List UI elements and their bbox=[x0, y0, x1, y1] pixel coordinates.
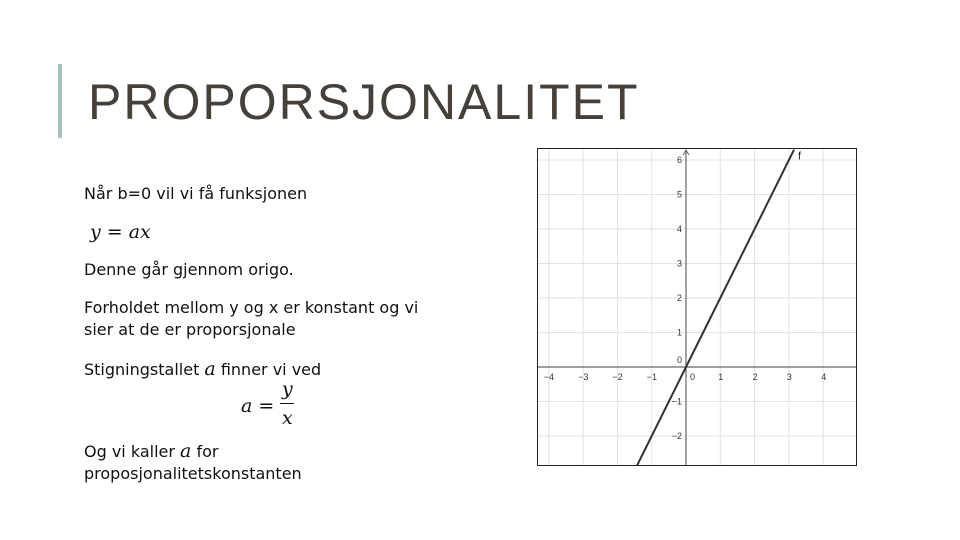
svg-text:5: 5 bbox=[676, 189, 682, 200]
text-line-when-b-zero: Når b=0 vil vi få funksjonen bbox=[84, 184, 308, 203]
axes bbox=[538, 150, 856, 465]
svg-text:−1: −1 bbox=[671, 396, 682, 407]
text-slope-post: finner vi ved bbox=[215, 360, 322, 379]
text-slope-pre: Stigningstallet bbox=[84, 360, 205, 379]
svg-text:0: 0 bbox=[690, 372, 696, 382]
formula-numerator: y bbox=[282, 378, 293, 400]
line-label-f: f bbox=[798, 150, 802, 163]
text-call-pre: Og vi kaller bbox=[84, 442, 181, 461]
svg-text:−4: −4 bbox=[543, 372, 555, 382]
svg-text:−1: −1 bbox=[646, 372, 657, 382]
svg-text:3: 3 bbox=[786, 372, 792, 382]
text-line-proportional: sier at de er proporsjonale bbox=[84, 320, 296, 339]
function-graph bbox=[537, 148, 857, 466]
grid-lines bbox=[538, 149, 856, 465]
svg-text:1: 1 bbox=[718, 372, 724, 382]
svg-text:1: 1 bbox=[676, 327, 682, 338]
svg-text:0: 0 bbox=[676, 355, 682, 365]
svg-text:−2: −2 bbox=[612, 372, 623, 382]
formula-denominator: x bbox=[282, 407, 293, 429]
text-line-we-call-a bbox=[84, 440, 218, 463]
text-line-ratio-constant: Forholdet mellom y og x er konstant og vi bbox=[84, 298, 419, 317]
svg-text:6: 6 bbox=[676, 155, 682, 165]
text-line-through-origin: Denne går gjennom origo. bbox=[84, 260, 294, 279]
var-a: a bbox=[204, 358, 216, 380]
title-accent-bar bbox=[58, 64, 62, 138]
text-line-proportionality-constant: proposjonalitetskonstanten bbox=[84, 464, 302, 483]
svg-text:2: 2 bbox=[676, 293, 682, 303]
svg-text:4: 4 bbox=[676, 224, 682, 234]
svg-text:−3: −3 bbox=[578, 372, 589, 382]
graph-svg bbox=[538, 149, 856, 465]
slide-title: PROPORSJONALITET bbox=[88, 74, 640, 130]
svg-text:−2: −2 bbox=[671, 431, 682, 441]
formula-lhs: a = bbox=[241, 395, 275, 417]
var-a: a bbox=[180, 440, 192, 462]
line-f bbox=[636, 150, 794, 465]
svg-text:2: 2 bbox=[752, 372, 758, 382]
svg-text:3: 3 bbox=[676, 258, 682, 269]
text-call-post: for bbox=[191, 442, 219, 461]
fraction-bar bbox=[280, 403, 294, 404]
svg-text:4: 4 bbox=[821, 372, 827, 382]
formula-y-equals-ax: y = ax bbox=[90, 221, 151, 243]
